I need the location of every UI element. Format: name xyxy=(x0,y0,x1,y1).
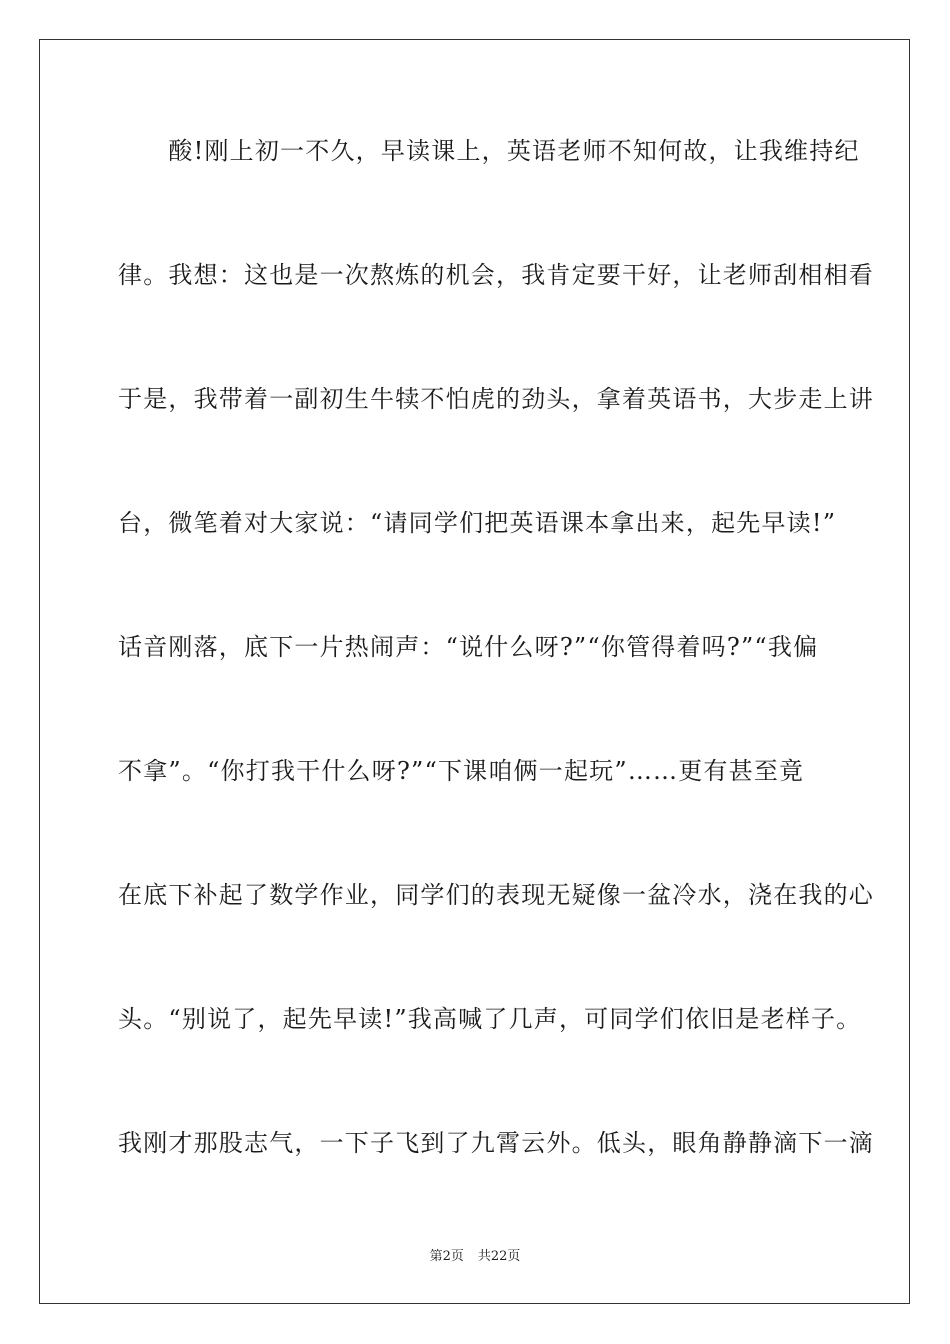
text-line: 于是，我带着一副初生牛犊不怕虎的劲头，拿着英语书，大步走上讲 xyxy=(118,385,874,413)
text-line: 台，微笔着对大家说：“请同学们把英语课本拿出来，起先早读!” xyxy=(118,509,837,537)
text-line: 律。我想：这也是一次熬炼的机会，我肯定要干好，让老师刮相相看 xyxy=(118,261,874,289)
page-border xyxy=(39,39,910,1304)
text-line: 酸!刚上初一不久，早读课上，英语老师不知何故，让我维持纪 xyxy=(118,137,860,165)
page-footer xyxy=(0,1248,950,1266)
text-line: 我刚才那股志气，一下子飞到了九霄云外。低头，眼角静静滴下一滴 xyxy=(118,1129,874,1157)
text-line: 话音刚落，底下一片热闹声：“说什么呀?”“你管得着吗?”“我偏 xyxy=(118,633,819,661)
text-line: 头。“别说了，起先早读!”我高喊了几声，可同学们依旧是老样子。 xyxy=(118,1005,862,1033)
page-number: 第2页 xyxy=(429,1249,464,1264)
text-line: 在底下补起了数学作业，同学们的表现无疑像一盆冷水，浇在我的心 xyxy=(118,881,874,909)
text-line: 不拿”。“你打我干什么呀?”“下课咱俩一起玩”……更有甚至竟 xyxy=(118,757,805,785)
page-total: 共22页 xyxy=(477,1249,521,1264)
